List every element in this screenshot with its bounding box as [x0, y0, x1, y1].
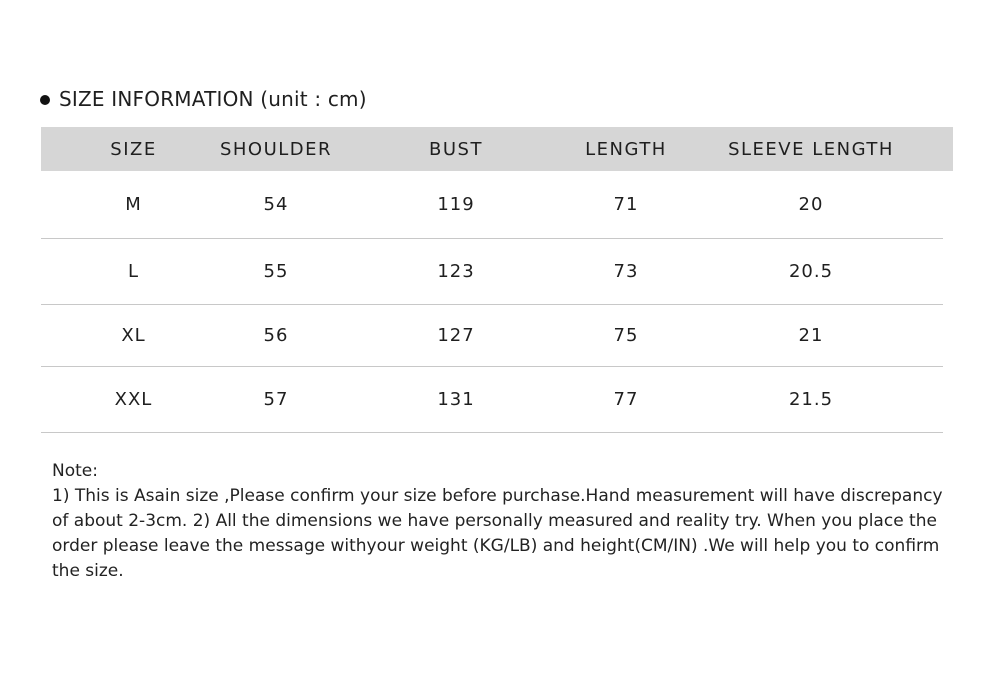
- column-header-length: LENGTH: [585, 138, 667, 160]
- cell-sleeve-length: 20: [798, 194, 824, 215]
- table-row: [41, 239, 943, 305]
- column-header-shoulder: SHOULDER: [219, 138, 333, 160]
- size-table: [41, 127, 953, 433]
- page-title: SIZE INFORMATION (unit : cm): [59, 87, 367, 111]
- cell-size: L: [127, 261, 140, 282]
- cell-size: M: [125, 194, 142, 215]
- note-body: 1) This is Asain size ,Please confirm your size before purchase.Hand measurement will have discrepancy of about 2-3cm. 2) All the dimensions we have personally measured and reality try. When you place the order please leave the message withyour weight (KG/LB) and height(CM/IN) .We will help you to confirm the size.: [52, 486, 943, 581]
- column-header-bust: BUST: [429, 138, 483, 160]
- size-info-title: [40, 86, 367, 112]
- bullet-icon: [40, 95, 50, 105]
- cell-shoulder: 56: [263, 325, 289, 346]
- cell-length: 73: [613, 261, 639, 282]
- cell-sleeve-length: 21.5: [788, 389, 834, 410]
- cell-sleeve-length: 20.5: [788, 261, 834, 282]
- table-header: [41, 127, 953, 171]
- cell-bust: 131: [437, 389, 475, 410]
- cell-size: XXL: [114, 389, 153, 410]
- cell-shoulder: 57: [263, 389, 289, 410]
- cell-sleeve-length: 21: [798, 325, 824, 346]
- cell-size: XL: [121, 325, 146, 346]
- table-row: [41, 367, 943, 433]
- cell-shoulder: 55: [263, 261, 289, 282]
- column-header-size: SIZE: [110, 138, 157, 160]
- table-row: [41, 171, 943, 239]
- cell-bust: 119: [437, 194, 475, 215]
- cell-length: 71: [613, 194, 639, 215]
- cell-bust: 123: [437, 261, 475, 282]
- table-row: [41, 305, 943, 367]
- note-heading: Note:: [52, 461, 98, 481]
- cell-length: 77: [613, 389, 639, 410]
- cell-length: 75: [613, 325, 639, 346]
- note-section: [52, 459, 952, 584]
- cell-bust: 127: [437, 325, 475, 346]
- column-header-sleeve-length: SLEEVE LENGTH: [728, 138, 894, 160]
- cell-shoulder: 54: [263, 194, 289, 215]
